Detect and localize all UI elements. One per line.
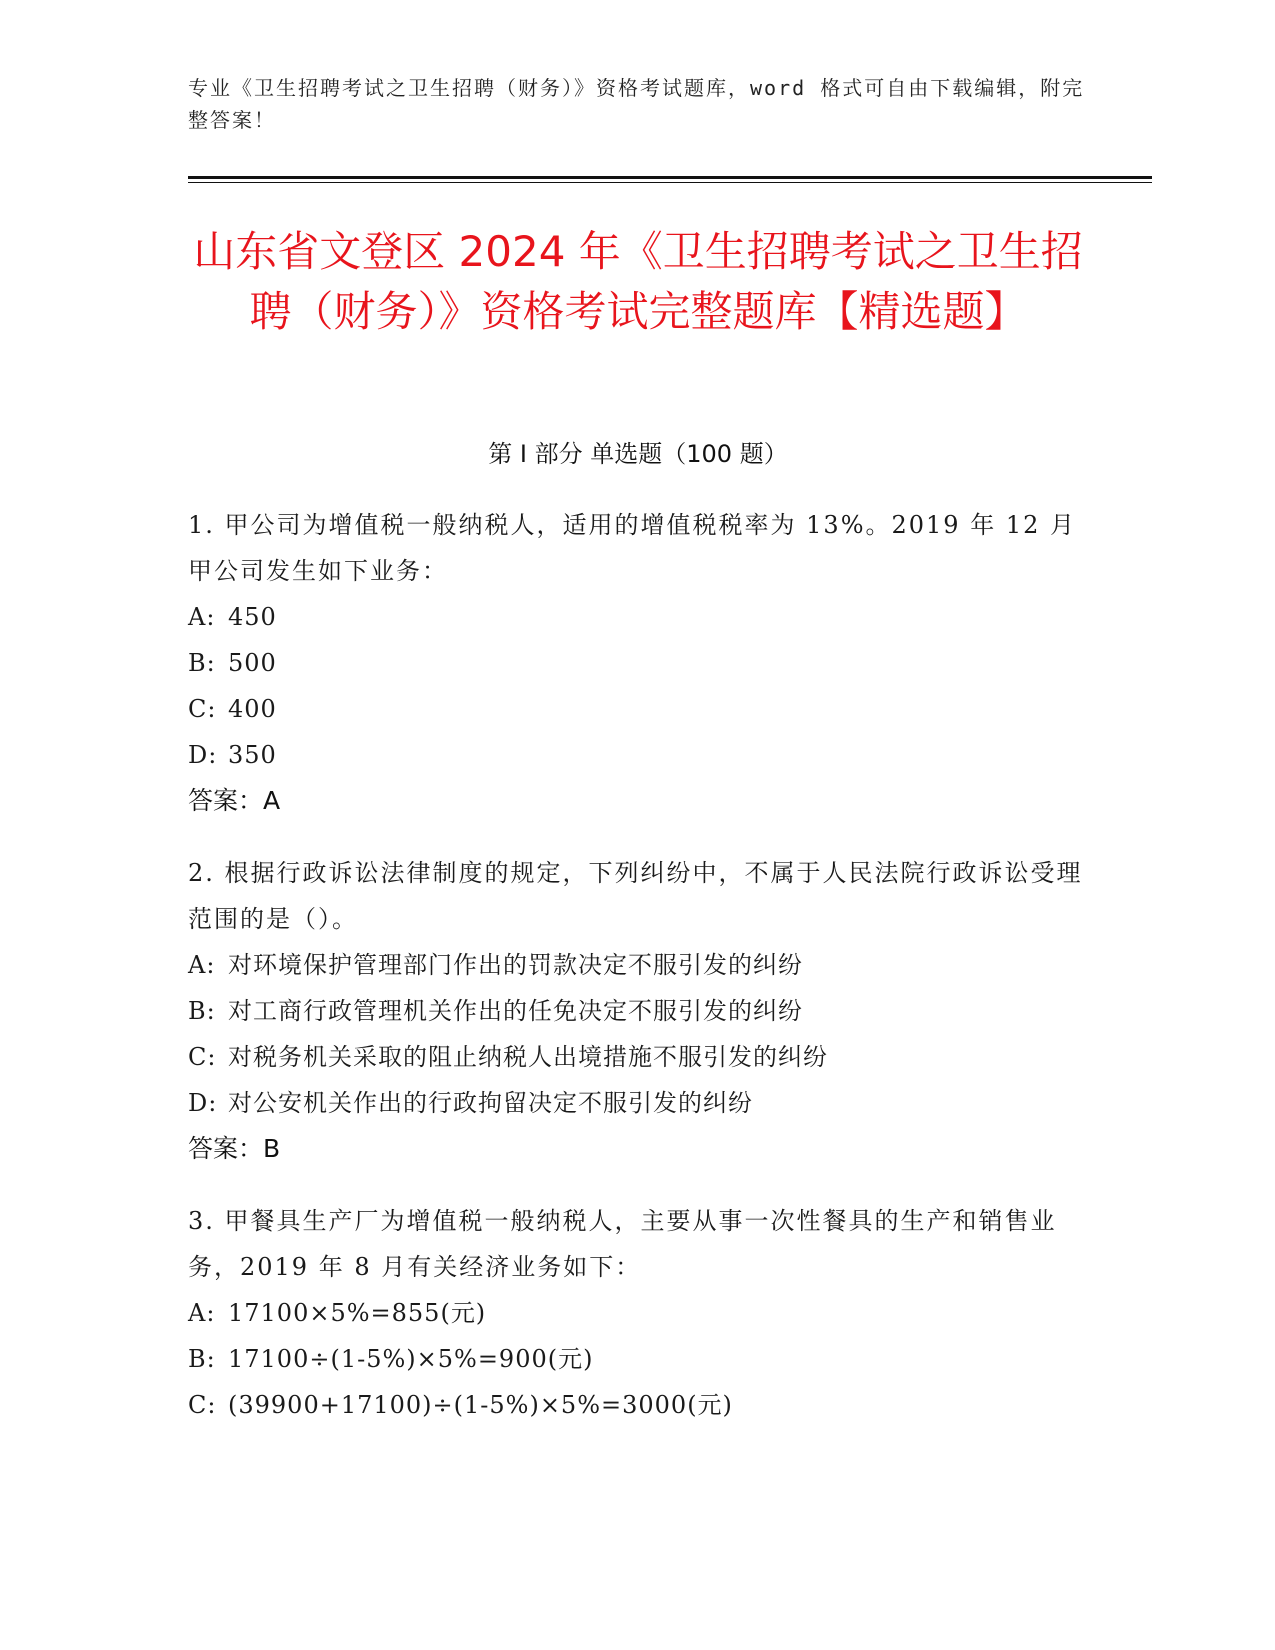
option-label: B: (188, 1345, 216, 1373)
option-label: A: (188, 951, 216, 979)
option-label: C: (188, 1391, 217, 1419)
option-label: D: (188, 1089, 218, 1117)
header-note: 专业《卫生招聘考试之卫生招聘（财务）》资格考试题库，word 格式可自由下载编辑，附完整答案！ (188, 76, 1085, 132)
option-text: 350 (228, 741, 277, 769)
option-b (188, 1336, 1088, 1382)
option-a (188, 594, 1088, 640)
question-stem: 1. 甲公司为增值税一般纳税人，适用的增值税税率为 13%。2019 年 12 月甲公司发生如下业务： (188, 511, 1077, 585)
option-text: 对环境保护管理部门作出的罚款决定不服引发的纠纷 (228, 951, 803, 979)
option-c (188, 686, 1088, 732)
question-2 (188, 850, 1088, 1172)
option-text: (39900+17100)÷(1-5%)×5%=3000(元) (228, 1391, 733, 1419)
question-1 (188, 502, 1088, 824)
option-label: B: (188, 649, 216, 677)
option-d (188, 1080, 1088, 1126)
answer-line: 答案：A (188, 786, 281, 815)
option-text: 500 (228, 649, 277, 677)
option-label: A: (188, 1299, 216, 1327)
option-text: 17100÷(1-5%)×5%=900(元) (228, 1345, 594, 1373)
option-a (188, 1290, 1088, 1336)
question-stem: 2. 根据行政诉讼法律制度的规定，下列纠纷中，不属于人民法院行政诉讼受理范围的是（）。 (188, 859, 1083, 933)
answer-line: 答案：B (188, 1134, 281, 1163)
option-label: D: (188, 741, 218, 769)
option-text: 对税务机关采取的阻止纳税人出境措施不服引发的纠纷 (228, 1043, 828, 1071)
option-b (188, 988, 1088, 1034)
option-label: C: (188, 695, 217, 723)
option-d (188, 732, 1088, 778)
section-heading: 第 I 部分 单选题（100 题） (488, 440, 788, 468)
option-text: 17100×5%=855(元) (228, 1299, 487, 1327)
option-text: 400 (228, 695, 277, 723)
option-c (188, 1034, 1088, 1080)
option-label: A: (188, 603, 216, 631)
option-label: B: (188, 997, 216, 1025)
option-text: 450 (228, 603, 277, 631)
option-text: 对公安机关作出的行政拘留决定不服引发的纠纷 (228, 1089, 753, 1117)
header-rule-thin (188, 182, 1152, 183)
header-rule-thick (188, 176, 1152, 179)
option-a (188, 942, 1088, 988)
document-title: 山东省文登区 2024 年《卫生招聘考试之卫生招聘（财务）》资格考试完整题库【精选题】 (193, 227, 1083, 336)
option-text: 对工商行政管理机关作出的任免决定不服引发的纠纷 (228, 997, 803, 1025)
question-3 (188, 1198, 1088, 1428)
option-b (188, 640, 1088, 686)
option-label: C: (188, 1043, 217, 1071)
question-stem: 3. 甲餐具生产厂为增值税一般纳税人，主要从事一次性餐具的生产和销售业务，2019 年 8 月有关经济业务如下： (188, 1207, 1057, 1281)
option-c (188, 1382, 1088, 1428)
